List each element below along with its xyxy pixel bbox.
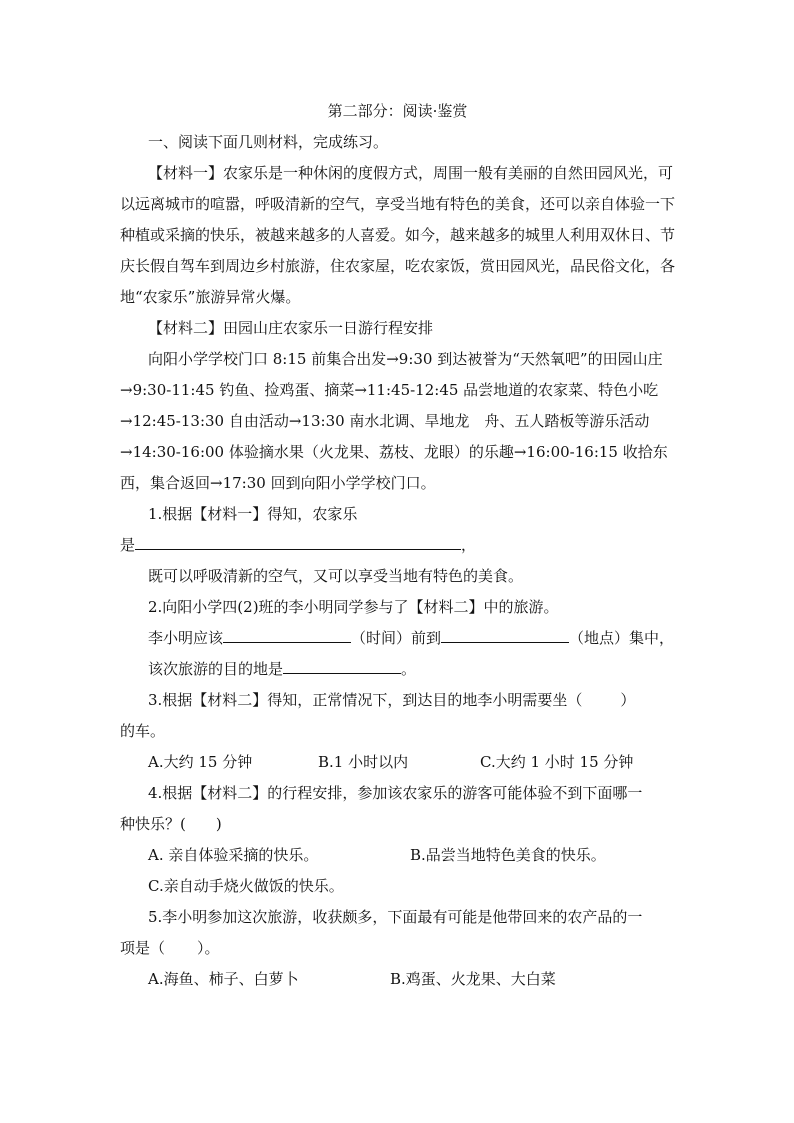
material-two-body: 向阳小学学校门口 8:15 前集合出发→9:30 到达被誉为“天然氧吧”的田园山庄→9:30-11:45 钓鱼、捡鸡蛋、摘菜→11:45-12:45 品尝地道的农家菜、特色小吃→12:45-13:30 自由活动→13:30 南水北调、旱地龙 舟、五人踏板等游乐活动→14:30-16:00 体验摘水果（火龙果、荔枝、龙眼）的乐趣→16:00-16:15 收拾东西，集合返回→17:30 回到向阳小学学校门口。 (120, 350, 668, 492)
question-5-text: 项是（ (120, 939, 166, 957)
question-4-prompt: 4.根据【材料二】的行程安排，参加该农家乐的游客可能体验不到下面哪一 (148, 784, 643, 802)
question-1-blank-line (120, 530, 675, 561)
question-2-text-d: 该次旅游的目的地是 (148, 660, 284, 678)
question-4-option-a[interactable]: A. 亲自体验采摘的快乐。 (148, 846, 319, 864)
question-3-paren-close: ） (620, 691, 636, 709)
question-2-text-c: （地点）集中， (569, 629, 675, 647)
question-4-text: 种快乐？( (120, 815, 186, 833)
question-1-continuation: 既可以呼吸清新的空气，又可以享受当地有特色的美食。 (148, 567, 524, 585)
question-5-paren-close: ）。 (197, 939, 220, 957)
question-4-options-row (120, 840, 675, 871)
question-2-destination-line (120, 654, 675, 685)
material-two-title: 【材料二】田园山庄农家乐一日游行程安排 (148, 319, 434, 337)
question-3-option-b[interactable]: B.1 小时以内 (318, 753, 409, 771)
question-1-suffix: ， (461, 536, 477, 554)
worksheet-page (120, 96, 675, 995)
question-4-option-b[interactable]: B.品尝当地特色美食的快乐。 (410, 846, 606, 864)
question-4-continuation (120, 809, 675, 840)
question-5-options (120, 964, 675, 995)
page-title: 第二部分：阅读·鉴赏 (327, 102, 468, 120)
question-3-text: 3.根据【材料二】得知，正常情况下，到达目的地李小明需要坐（ (148, 691, 583, 709)
section-heading: 一、阅读下面几则材料，完成练习。 (148, 133, 389, 151)
question-3-prompt (120, 685, 675, 716)
question-1-answer-blank[interactable] (135, 531, 461, 550)
question-5-prompt: 5.李小明参加这次旅游，收获颇多，下面最有可能是他带回来的农产品的一 (148, 908, 643, 926)
question-5-continuation (120, 933, 675, 964)
question-2-time-blank[interactable] (223, 624, 351, 643)
question-2-destination-blank[interactable] (283, 655, 401, 674)
question-1-prompt: 1.根据【材料一】得知，农家乐 (148, 505, 358, 523)
question-4-paren-close: ) (215, 815, 222, 833)
question-2-blanks-line (120, 623, 675, 654)
question-3-continuation: 的车。 (120, 722, 166, 740)
question-2-text-e: 。 (401, 660, 417, 678)
question-5-option-a[interactable]: A.海鱼、柿子、白萝卜 (148, 970, 299, 988)
question-4-option-c[interactable]: C.亲自动手烧火做饭的快乐。 (148, 877, 344, 895)
question-1-prefix: 是 (120, 536, 136, 554)
question-4-options-row-2 (120, 871, 675, 902)
question-3-options (120, 747, 675, 778)
question-2-text-a: 李小明应该 (148, 629, 224, 647)
question-2-text-b: （时间）前到 (351, 629, 442, 647)
material-one: 【材料一】农家乐是一种休闲的度假方式，周围一般有美丽的自然田园风光，可以远离城市的喧嚣，呼吸清新的空气，享受当地有特色的美食，还可以亲自体验一下种植或采摘的快乐，被越来越多的人喜爱。如今，越来越多的城里人利用双休日、节庆长假自驾车到周边乡村旅游，住农家屋，吃农家饭，赏田园风光，品民俗文化，各地“农家乐”旅游异常火爆。 (120, 164, 676, 306)
question-2-prompt: 2.向阳小学四(2)班的李小明同学参与了【材料二】中的旅游。 (148, 598, 559, 616)
question-3-option-a[interactable]: A.大约 15 分钟 (148, 753, 253, 771)
question-5-option-b[interactable]: B.鸡蛋、火龙果、大白菜 (390, 970, 556, 988)
question-2-place-blank[interactable] (441, 624, 569, 643)
question-3-option-c[interactable]: C.大约 1 小时 15 分钟 (480, 753, 634, 771)
